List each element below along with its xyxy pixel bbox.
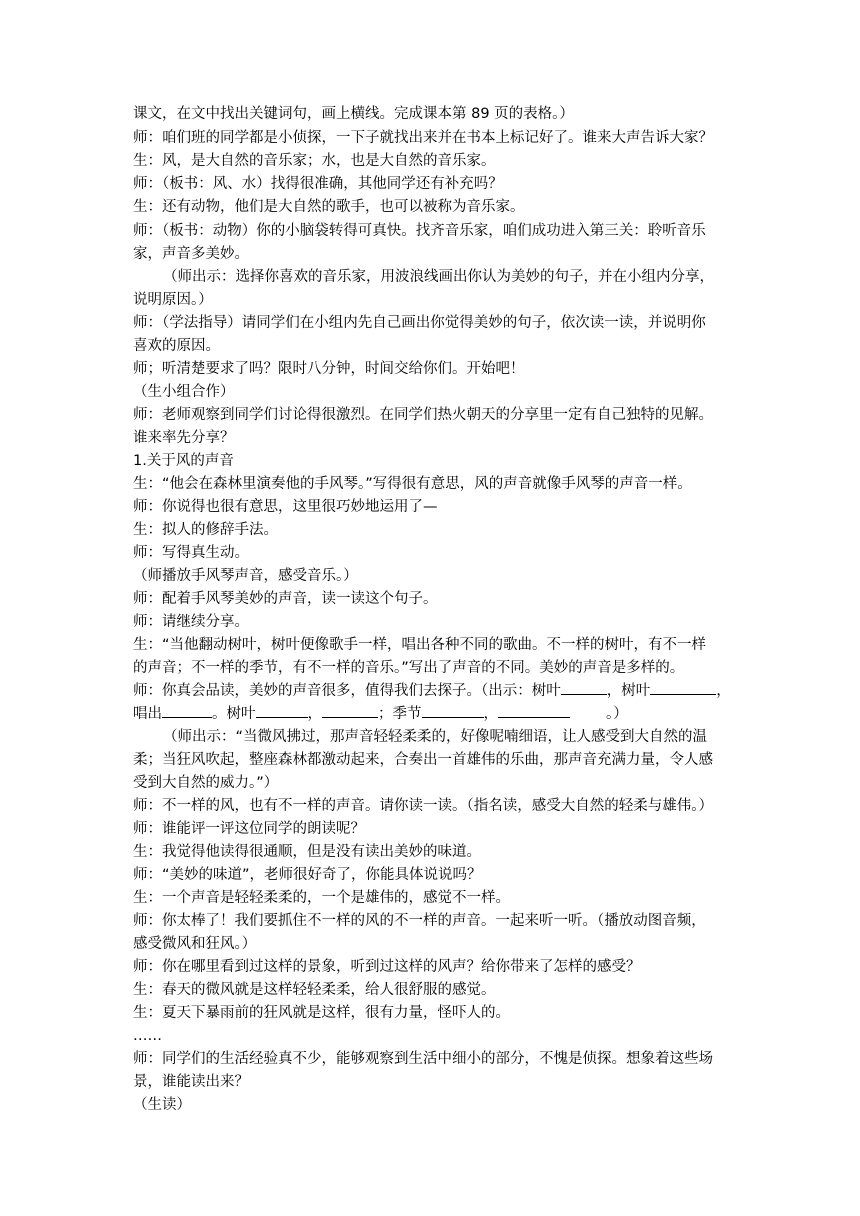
text-segment: 。树叶 bbox=[212, 706, 256, 722]
section-heading: 1.关于风的声音 bbox=[133, 453, 234, 469]
text-segment: ， bbox=[483, 706, 498, 722]
text-line: 师：不一样的风，也有不一样的声音。请你读一读。（指名读，感受大自然的轻柔与雄伟。） bbox=[133, 798, 713, 814]
text-segment: 师：你真会品读，美妙的声音很多，值得我们去探子。（出示：树叶 bbox=[133, 683, 561, 699]
text-line: 家，声音多美妙。 bbox=[133, 246, 249, 262]
text-line: 师：（板书：风、水）找得很准确，其他同学还有补充吗？ bbox=[133, 176, 503, 192]
text-line: 生：风，是大自然的音乐家；水，也是大自然的音乐家。 bbox=[133, 153, 496, 169]
text-line: 生：“当他翻动树叶，树叶便像歌手一样，唱出各种不同的歌曲。不一样的树叶，有不一样 bbox=[133, 637, 707, 653]
text-line: 师：请继续分享。 bbox=[133, 614, 249, 630]
text-line: 柔；当狂风吹起，整座森林都激动起来，合奏出一首雄伟的乐曲，那声音充满力量，令人感 bbox=[133, 752, 713, 768]
text-line: 的声音；不一样的季节，有不一样的音乐。”写出了声音的不同。美妙的声音是多样的。 bbox=[133, 660, 685, 676]
text-line: 说明原因。） bbox=[133, 292, 213, 308]
text-line: 师：（学法指导）请同学们在小组内先自己画出你觉得美妙的句子，依次读一读，并说明你 bbox=[133, 315, 706, 331]
text-line: （师播放手风琴声音，感受音乐。） bbox=[133, 568, 358, 584]
text-line: 感受微风和狂风。） bbox=[133, 936, 257, 952]
text-line: 师；听清楚要求了吗？限时八分钟，时间交给你们。开始吧！ bbox=[133, 361, 525, 377]
text-segment: ， bbox=[307, 706, 322, 722]
text-line: 生：夏天下暴雨前的狂风就是这样，很有力量，怪吓人的。 bbox=[133, 1005, 510, 1021]
answer-blank bbox=[162, 703, 212, 718]
text-line: 生：我觉得他读得很通顺，但是没有读出美妙的味道。 bbox=[133, 844, 481, 860]
text-line: 课文，在文中找出关键词句，画上横线。完成课本第 89 页的表格。） bbox=[133, 106, 574, 122]
text-line: （生小组合作） bbox=[133, 384, 235, 400]
text-line: 师：同学们的生活经验真不少，能够观察到生活中细小的部分，不愧是侦探。想象着这些场 bbox=[133, 1051, 713, 1067]
text-line: 师：谁能评一评这位同学的朗读呢？ bbox=[133, 821, 365, 837]
ellipsis-line: …… bbox=[133, 1028, 162, 1044]
text-line: （师出示：“当微风拂过，那声音轻轻柔柔的，好像呢喃细语，让人感受到大自然的温 bbox=[163, 729, 708, 745]
text-line: 生：春天的微风就是这样轻轻柔柔，给人很舒服的感觉。 bbox=[133, 982, 496, 998]
text-line: 生：还有动物，他们是大自然的歌手，也可以被称为音乐家。 bbox=[133, 199, 525, 215]
text-line: 师：配着手风琴美妙的声音，读一读这个句子。 bbox=[133, 591, 438, 607]
text-line: 师：老师观察到同学们讨论得很激烈。在同学们热火朝天的分享里一定有自己独特的见解。 bbox=[133, 407, 713, 423]
answer-blank bbox=[561, 680, 607, 695]
text-line: 生：“他会在森林里演奏他的手风琴。”写得很有意思，风的声音就像手风琴的声音一样。 bbox=[133, 476, 692, 492]
answer-blank bbox=[256, 703, 308, 718]
fill-blank-line bbox=[133, 680, 733, 702]
text-segment: 。） bbox=[606, 706, 628, 722]
text-line: 师：写得真生动。 bbox=[133, 545, 249, 561]
text-line: 受到大自然的威力。”） bbox=[133, 775, 279, 791]
text-segment: ，树叶 bbox=[606, 683, 651, 699]
answer-blank bbox=[322, 703, 378, 718]
fill-blank-line bbox=[133, 703, 733, 725]
text-line: （生读） bbox=[133, 1097, 191, 1113]
text-line: 师：你在哪里看到过这样的景象，听到过这样的风声？给你带来了怎样的感受？ bbox=[133, 959, 641, 975]
text-line: 景，谁能读出来？ bbox=[133, 1074, 249, 1090]
text-segment: ；季节 bbox=[378, 706, 422, 722]
text-segment: 唱出 bbox=[133, 706, 162, 722]
text-line: 师：咱们班的同学都是小侦探，一下子就找出来并在书本上标记好了。谁来大声告诉大家？ bbox=[133, 130, 713, 146]
text-line: 师：你说得也很有意思，这里很巧妙地运用了— bbox=[133, 499, 438, 515]
text-line: 生：拟人的修辞手法。 bbox=[133, 522, 278, 538]
answer-blank bbox=[498, 703, 570, 718]
answer-blank bbox=[422, 703, 484, 718]
answer-blank bbox=[650, 680, 716, 695]
text-line: （师出示：选择你喜欢的音乐家，用波浪线画出你认为美妙的句子，并在小组内分享， bbox=[163, 269, 714, 285]
text-line: 师：“美妙的味道”，老师很好奇了，你能具体说说吗？ bbox=[133, 867, 482, 883]
text-line: 喜欢的原因。 bbox=[133, 338, 220, 354]
text-segment: ， bbox=[716, 683, 731, 699]
text-line: 谁来率先分享？ bbox=[133, 430, 235, 446]
text-line: 生：一个声音是轻轻柔柔的，一个是雄伟的，感觉不一样。 bbox=[133, 890, 510, 906]
text-line: 师：你太棒了！我们要抓住不一样的风的不一样的声音。一起来听一听。（播放动图音频， bbox=[133, 913, 706, 929]
text-line: 师：（板书：动物）你的小脑袋转得可真快。找齐音乐家，咱们成功进入第三关：聆听音乐 bbox=[133, 223, 706, 239]
